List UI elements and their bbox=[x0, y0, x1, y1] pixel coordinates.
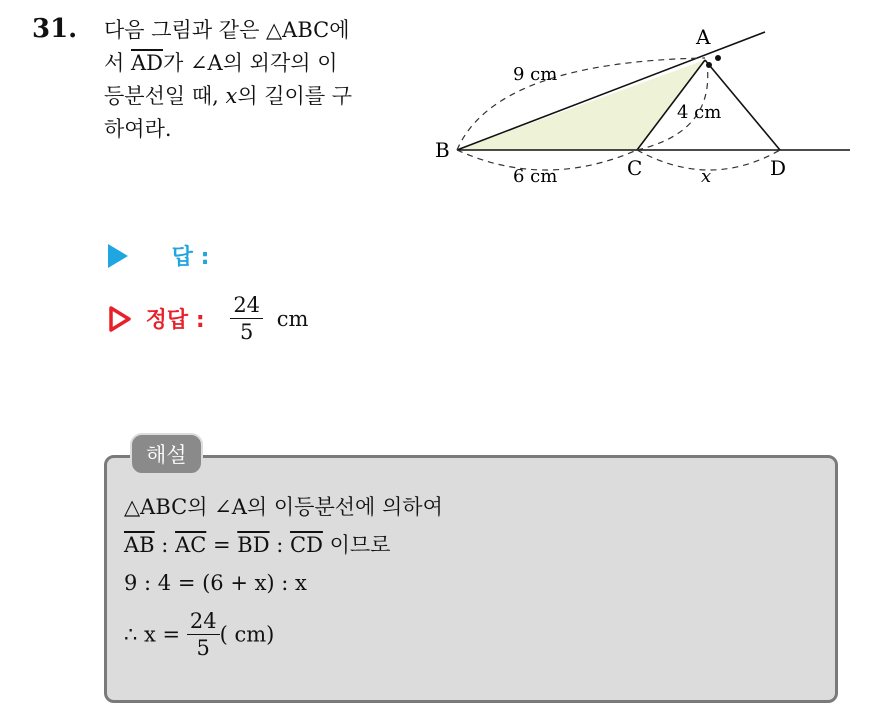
answer-fraction bbox=[230, 292, 263, 345]
triangle-figure bbox=[425, 22, 855, 192]
label-ac-length: 4 cm bbox=[677, 102, 722, 123]
label-c: C bbox=[627, 156, 643, 180]
answer-numerator: 24 bbox=[230, 292, 263, 319]
angle-mark-2 bbox=[715, 55, 721, 61]
outline-arrow-icon bbox=[108, 305, 132, 333]
explanation-line-1: △ABC의 ∠A의 이등분선에 의하여 bbox=[124, 495, 443, 519]
correct-answer-label: 정답 : bbox=[145, 308, 205, 333]
explanation-tab: 해설 bbox=[130, 433, 203, 475]
segment-bd: $\overline{BD}$ bbox=[237, 533, 270, 557]
variable-x: x bbox=[225, 84, 238, 108]
label-ab-length: 9 cm bbox=[513, 64, 558, 85]
explanation-line-2: $\overline{AB}$ : $\overline{AC} = \overline{BD}$ : $\overline{CD}$ 이므로 bbox=[124, 533, 391, 557]
explanation-fraction: $\frac{24}{5}$ bbox=[187, 608, 220, 661]
angle-mark-1 bbox=[706, 62, 712, 68]
answer-unit: cm bbox=[276, 306, 309, 331]
segment-ab: $\overline{AB}$ bbox=[124, 533, 155, 557]
label-cd-length: x bbox=[701, 166, 712, 187]
answer-row bbox=[108, 240, 209, 271]
question-line-1: 다음 그림과 같은 △ABC에 bbox=[104, 18, 350, 42]
segment-ac-text: $\overline{AC}$ bbox=[175, 533, 207, 557]
question-line-2: 서 $\overline{AD}$가 ∠A의 외각의 이 bbox=[104, 51, 338, 75]
question-text bbox=[104, 14, 424, 146]
label-b: B bbox=[435, 138, 450, 162]
segment-cd: $\overline{CD}$ bbox=[290, 533, 323, 557]
explanation-line-3: 9 : 4 = (6 + x) : x bbox=[124, 571, 307, 595]
label-a: A bbox=[696, 25, 711, 49]
label-bc-length: 6 cm bbox=[513, 166, 558, 187]
play-arrow-icon bbox=[108, 244, 128, 268]
correct-answer-row bbox=[108, 292, 308, 345]
question-number: 31. bbox=[32, 14, 78, 44]
question-line-3: 등분선일 때, x의 길이를 구 bbox=[104, 84, 353, 108]
question-line-4: 하여라. bbox=[104, 117, 172, 141]
segment-ad: $\overline{AD}$ bbox=[130, 51, 163, 75]
explanation-line-4: ∴ x = $\frac{24}{5}$ ( cm) bbox=[124, 609, 275, 660]
answer-denominator: 5 bbox=[239, 320, 254, 344]
label-d: D bbox=[770, 156, 787, 180]
answer-label: 답 : bbox=[171, 245, 210, 270]
